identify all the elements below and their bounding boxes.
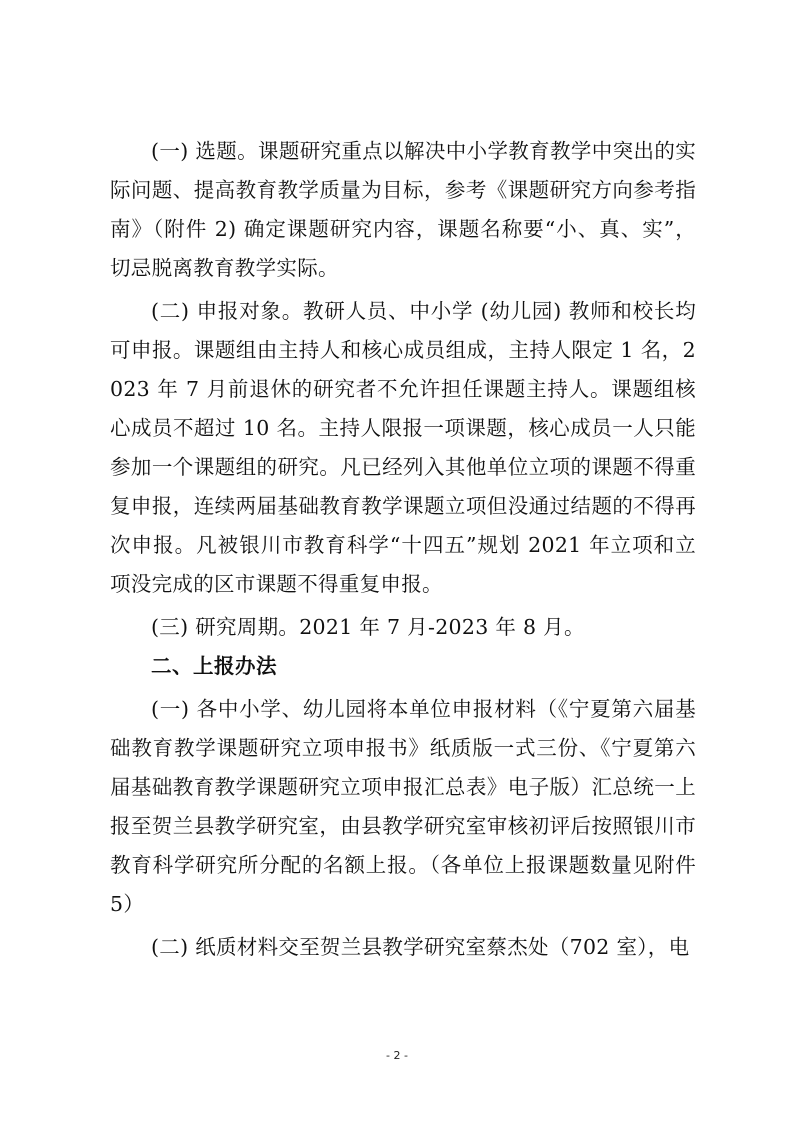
- document-body: [110, 132, 696, 967]
- paragraph-submission-materials: (一) 各中小学、幼儿园将本单位申报材料（《宁夏第六届基础教育教学课题研究立项申报书》纸质版一式三份、《宁夏第六届基础教育教学课题研究立项申报汇总表》电子版）汇总统一上报至贺兰县教学研究室，由县教学研究室审核初评后按照银川市教育科学研究所分配的名额上报。（各单位上报课题数量见附件 5）: [110, 697, 696, 916]
- section-heading-submission: 二、上报办法: [151, 654, 277, 678]
- page-number: - 2 -: [386, 1049, 408, 1062]
- paragraph-research-period: (三) 研究周期。2021 年 7 月-2023 年 8 月。: [151, 615, 585, 639]
- paragraph-topic-selection: (一) 选题。课题研究重点以解决中小学教育教学中突出的实际问题、提高教育教学质量为目标，参考《课题研究方向参考指南》（附件 2) 确定课题研究内容，课题名称要“小、真、实”，切忌脱离教育教学实际。: [110, 139, 696, 280]
- paragraph-applicants: (二) 申报对象。教研人员、中小学 (幼儿园) 教师和校长均可申报。课题组由主持人和核心成员组成，主持人限定 1 名，2023 年 7 月前退休的研究者不允许担任课题主持人。课题组核心成员不超过 10 名。主持人限报一项课题，核心成员一人只能参加一个课题组的研究。凡已经列入其他单位立项的课题不得重复申报，连续两届基础教育教学课题立项但没通过结题的不得再次申报。凡被银川市教育科学“十四五”规划 2021 年立项和立项没完成的区市课题不得重复申报。: [110, 299, 696, 596]
- paragraph-paper-materials: (二) 纸质材料交至贺兰县教学研究室蔡杰处（702 室），电: [151, 935, 690, 959]
